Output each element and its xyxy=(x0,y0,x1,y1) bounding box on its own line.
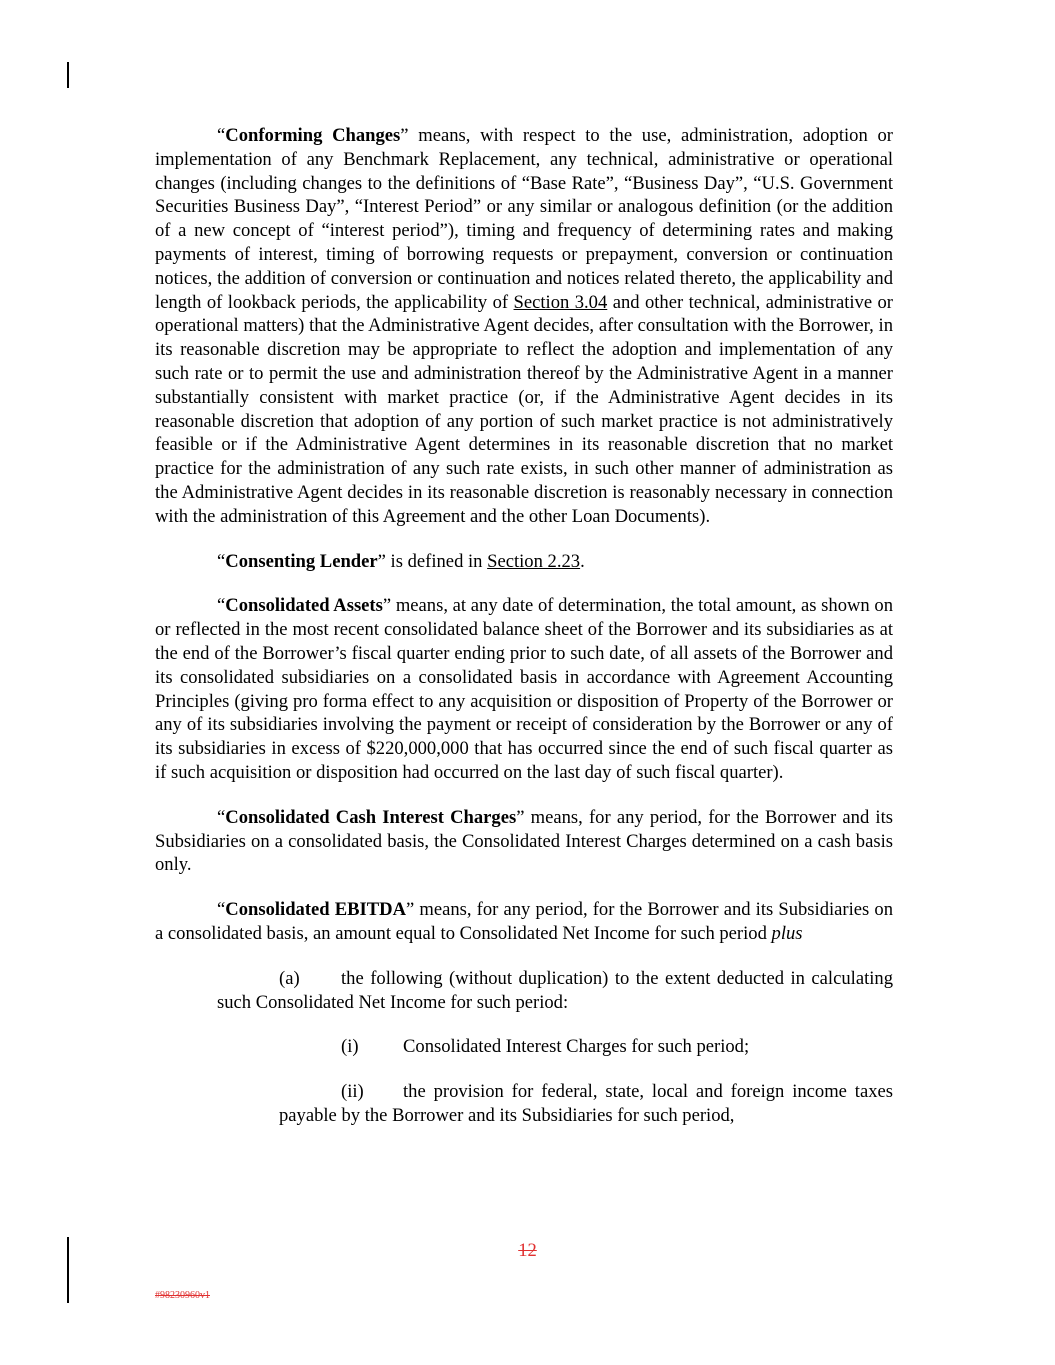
defined-term: Consenting Lender xyxy=(225,550,378,572)
change-bar-top xyxy=(67,62,69,88)
clause-label: (a) xyxy=(279,967,300,989)
definition-consolidated-ebitda: “Consolidated EBITDA” means, for any period, for the Borrower and its Subsidiaries on a consolidated basis, an amount equal to Consolidated Net Income for such period plus xyxy=(155,899,893,944)
clause-i: (i) Consolidated Interest Charges for such period; xyxy=(341,1036,750,1058)
clause-label: (ii) xyxy=(341,1081,364,1103)
clause-a: (a) the following (without duplication) to the extent deducted in calculating such Consolidated Net Income for such period: xyxy=(217,967,893,1013)
definition-conforming-changes: “Conforming Changes” means, with respect to the use, administration, adoption or implementation of any Benchmark Replacement, any technical, administrative or operational changes (including changes to the definitions of “Base Rate”, “Business Day”, “U.S. Government Securities Business Day”, “Interest Period” or any similar or analogous definition (or the addition of a new concept of “interest period”), timing and frequency of determining rates and making payments of interest, timing of borrowing requests or prepayment, conversion or continuation notices, the addition of conversion or continuation and notices related thereto, the applicability and length of lookback periods, the applicability of Section 3.04 and other technical, administrative or operational matters) that the Administrative Agent decides, after consultation with the Borrower, in its reasonable discretion may be appropriate to reflect the adoption and implementation of any such rate or to permit the use and administration thereof by the Administrative Agent in a manner substantially consistent with market practice (or, if the Administrative Agent decides in its reasonable discretion that adoption of any portion of such market practice is not administratively feasible or if the Administrative Agent determines in its reasonable discretion that no market practice for the administration of any such rate exists, in such other manner of administration as the Administrative Agent decides in its reasonable discretion is reasonably necessary in connection with the administration of this Agreement and the other Loan Documents). xyxy=(155,125,893,527)
defined-term: Conforming Changes xyxy=(225,125,401,146)
defined-term: Consolidated Assets xyxy=(225,595,383,617)
defined-term: Consolidated EBITDA xyxy=(225,899,407,921)
document-body xyxy=(155,124,893,1149)
clause-ii: (ii) the provision for federal, state, local and foreign income taxes payable by the Borrower and its Subsidiaries for such period, xyxy=(279,1081,893,1126)
page-number: 12 xyxy=(518,1240,537,1261)
clause-label: (i) xyxy=(341,1036,359,1058)
document-id: #98230960v1 xyxy=(155,1290,210,1301)
section-reference[interactable]: Section 3.04 xyxy=(513,291,608,313)
definition-consolidated-assets: “Consolidated Assets” means, at any date of determination, the total amount, as shown on or reflected in the most recent consolidated balance sheet of the Borrower and its subsidiaries as at the end of the Borrower’s fiscal quarter ending prior to such date, of all assets of the Borrower and its consolidated subsidiaries on a consolidated basis in accordance with Agreement Accounting Principles (giving pro forma effect to any acquisition or disposition of Property of the Borrower or any of its subsidiaries involving the payment or receipt of consideration by the Borrower or any of its subsidiaries in excess of $220,000,000 that has occurred since the end of such fiscal quarter as if such acquisition or disposition had occurred on the last day of such fiscal quarter). xyxy=(155,595,894,783)
defined-term: Consolidated Cash Interest Charges xyxy=(225,806,517,828)
definition-consolidated-cash-interest-charges: “Consolidated Cash Interest Charges” means, for any period, for the Borrower and its Subsidiaries on a consolidated basis, the Consolidated Interest Charges determined on a cash basis only. xyxy=(155,806,893,876)
definition-consenting-lender: “Consenting Lender” is defined in Section 2.23. xyxy=(217,550,585,572)
section-reference[interactable]: Section 2.23 xyxy=(487,550,581,572)
